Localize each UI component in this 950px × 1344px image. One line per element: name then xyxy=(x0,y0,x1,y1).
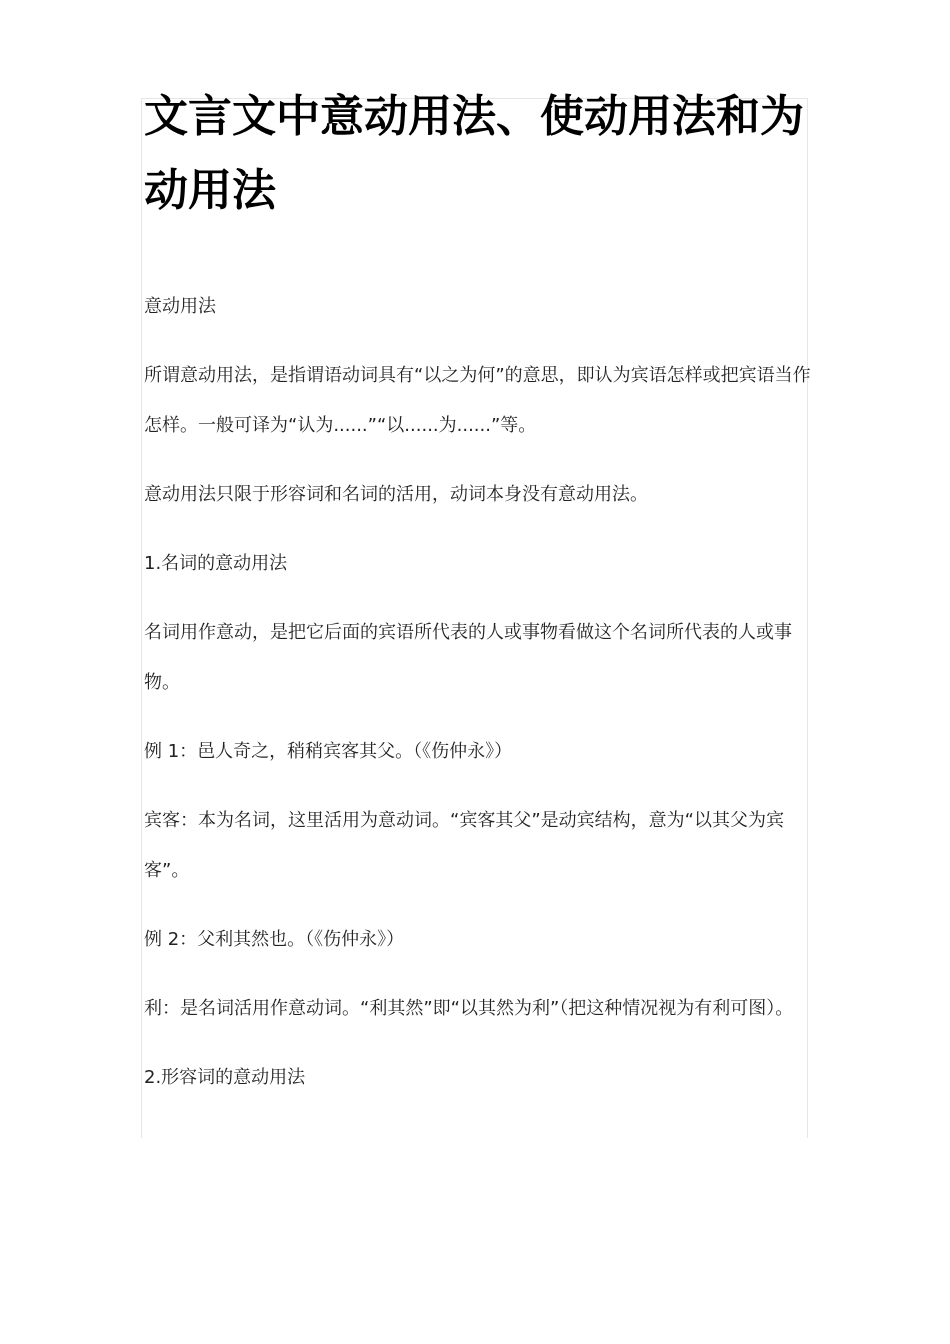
document-body xyxy=(144,80,824,1103)
subsection-heading-noun: 1.名词的意动用法 xyxy=(144,553,288,574)
subsection-heading-adjective: 2.形容词的意动用法 xyxy=(144,1067,306,1088)
example-2: 例 2：父利其然也。（《伤仲永》） xyxy=(144,929,405,950)
section-heading-yidong: 意动用法 xyxy=(144,296,216,317)
example-1: 例 1：邑人奇之，稍稍宾客其父。（《伤仲永》） xyxy=(144,741,513,762)
example-2-explanation: 利：是名词活用作意动词。“利其然”即“以其然为利”（把这种情况视为有利可图）。 xyxy=(144,998,794,1019)
document-title: 文言文中意动用法、使动用法和为动用法 xyxy=(144,91,804,216)
noun-explanation-paragraph: 名词用作意动，是把它后面的宾语所代表的人或事物看做这个名词所代表的人或事物。 xyxy=(144,622,792,693)
definition-paragraph: 所谓意动用法，是指谓语动词具有“以之为何”的意思，即认为宾语怎样或把宾语当作怎样。一般可译为“认为......”“以......为......”等。 xyxy=(144,365,811,436)
scope-paragraph: 意动用法只限于形容词和名词的活用，动词本身没有意动用法。 xyxy=(144,484,648,505)
example-1-explanation: 宾客：本为名词，这里活用为意动词。“宾客其父”是动宾结构，意为“以其父为宾客”。 xyxy=(144,810,784,881)
